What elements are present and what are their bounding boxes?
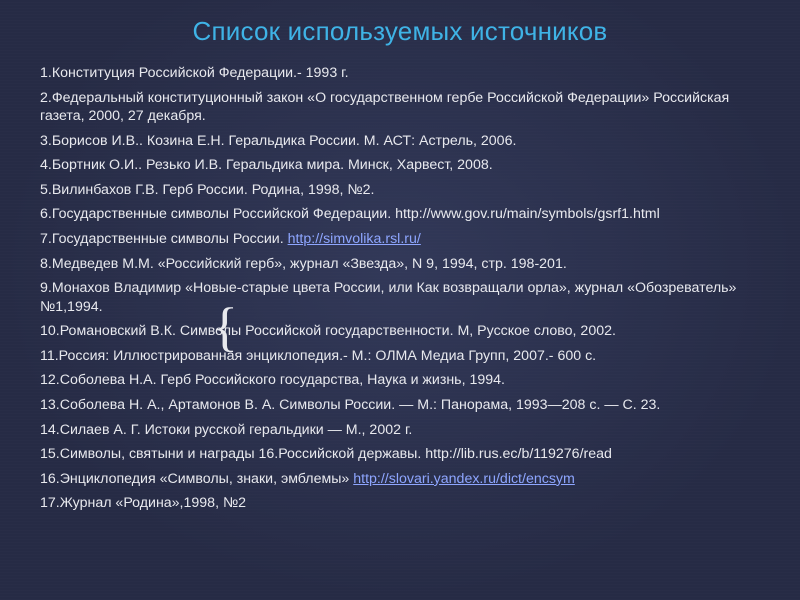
source-item [40, 322, 762, 340]
source-item [40, 347, 762, 365]
source-text: 12.Соболева Н.А. Герб Российского государства, Наука и жизнь, 1994. [40, 372, 505, 389]
source-text: 13.Соболева Н. А., Артамонов В. А. Символы России. — М.: Панорама, 1993—208 с. — С. 23. [40, 396, 661, 413]
source-text: 2.Федеральный конституционный закон «О государственном гербе Российской Федерации» Российская газета, 2000, 27 декабря. [40, 89, 730, 124]
source-item [40, 230, 762, 248]
source-item [40, 421, 762, 439]
source-item [40, 494, 762, 512]
source-text: 9.Монахов Владимир «Новые-старые цвета России, или Как возвращали орла», журнал «Обозреватель» №1,1994. [40, 280, 737, 315]
source-text: 11.Россия: Иллюстрированная энциклопедия.- М.: ОЛМА Медиа Групп, 2007.- 600 с. [40, 347, 597, 364]
source-item [40, 371, 762, 389]
source-text: 14.Силаев А. Г. Истоки русской геральдики — М., 2002 г. [40, 421, 413, 438]
source-item [40, 205, 762, 223]
source-text: 3.Борисов И.В.. Козина Е.Н. Геральдика России. М. АСТ: Астрель, 2006. [40, 132, 517, 149]
decorative-brace: { [212, 297, 238, 357]
source-text: 7.Государственные символы России. [40, 230, 288, 247]
source-link[interactable]: http://simvolika.rsl.ru/ [287, 230, 421, 247]
source-text: 1.Конституция Российской Федерации.- 1993 г. [40, 65, 349, 81]
source-item [40, 64, 762, 82]
sources-list [40, 64, 762, 519]
source-link[interactable]: http://slovari.yandex.ru/dict/encsym [353, 470, 575, 487]
source-item [40, 89, 762, 126]
source-text: 6.Государственные символы Российской Федерации. http://www.gov.ru/main/symbols/gsrf1.html [40, 206, 660, 223]
source-text: 17.Журнал «Родина»,1998, №2 [40, 495, 247, 512]
source-item [40, 445, 762, 463]
source-item [40, 279, 762, 316]
slide-title: Список используемых источников [192, 16, 608, 46]
source-item [40, 470, 762, 488]
source-text: 5.Вилинбахов Г.В. Герб России. Родина, 1998, №2. [40, 181, 375, 198]
source-item [40, 396, 762, 414]
source-text: 16.Энциклопедия «Символы, знаки, эмблемы» [40, 470, 354, 487]
source-item [40, 132, 762, 150]
source-item [40, 181, 762, 199]
source-item [40, 255, 762, 273]
source-text: 8.Медведев М.М. «Российский герб», журнал «Звезда», N 9, 1994, стр. 198-201. [40, 255, 567, 272]
source-text: 4.Бортник О.И.. Резько И.В. Геральдика мира. Минск, Харвест, 2008. [40, 157, 493, 174]
source-text: 10.Романовский В.К. Символы Российской государственности. М, Русское слово, 2002. [40, 323, 616, 340]
source-text: 15.Символы, святыни и награды 16.Российской державы. http://lib.rus.ec/b/119276/read [40, 446, 612, 463]
source-item [40, 156, 762, 174]
